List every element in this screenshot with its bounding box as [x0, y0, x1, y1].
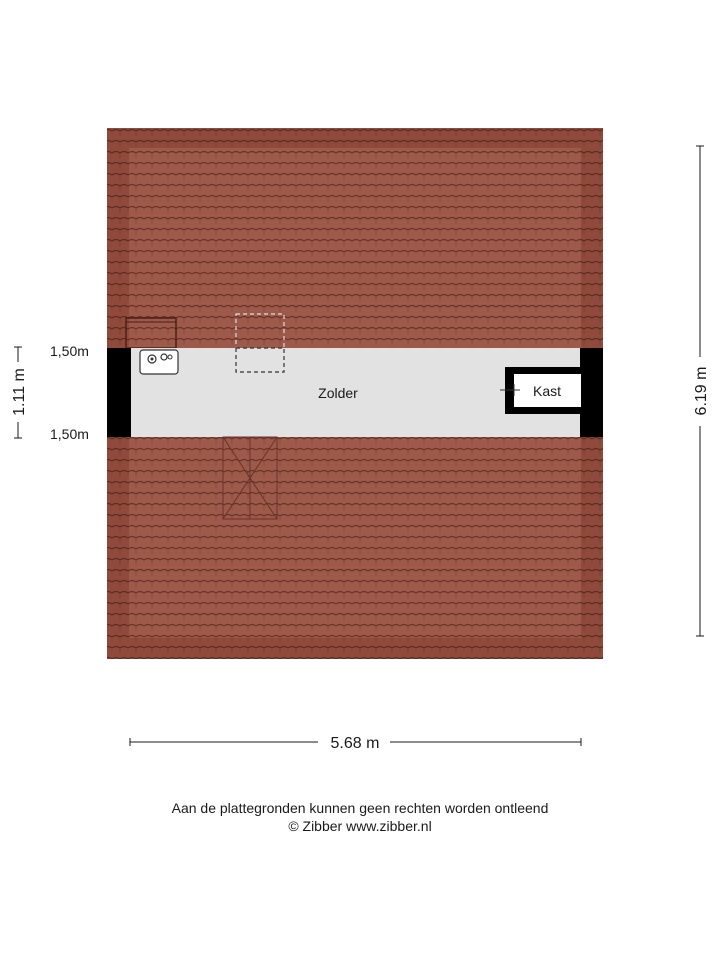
wall-right [580, 348, 603, 437]
wall-left [107, 348, 131, 437]
boiler-icon [140, 350, 178, 374]
footer-copyright: © Zibber www.zibber.nl [288, 818, 432, 834]
depth-label: 6.19 m [693, 366, 710, 416]
height-label-bottom: 1,50m [50, 426, 89, 442]
height-label-top: 1,50m [50, 343, 89, 359]
roof-inner-bottom [129, 437, 581, 638]
room-label-kast: Kast [532, 383, 562, 399]
room-depth-label: 1.11 m [11, 368, 28, 416]
roof-inner-top [129, 148, 581, 348]
room-label-zolder: Zolder [318, 385, 358, 401]
footer-disclaimer: Aan de plattegronden kunnen geen rechten worden ontleend [171, 800, 549, 816]
width-label: 5.68 m [330, 735, 380, 752]
